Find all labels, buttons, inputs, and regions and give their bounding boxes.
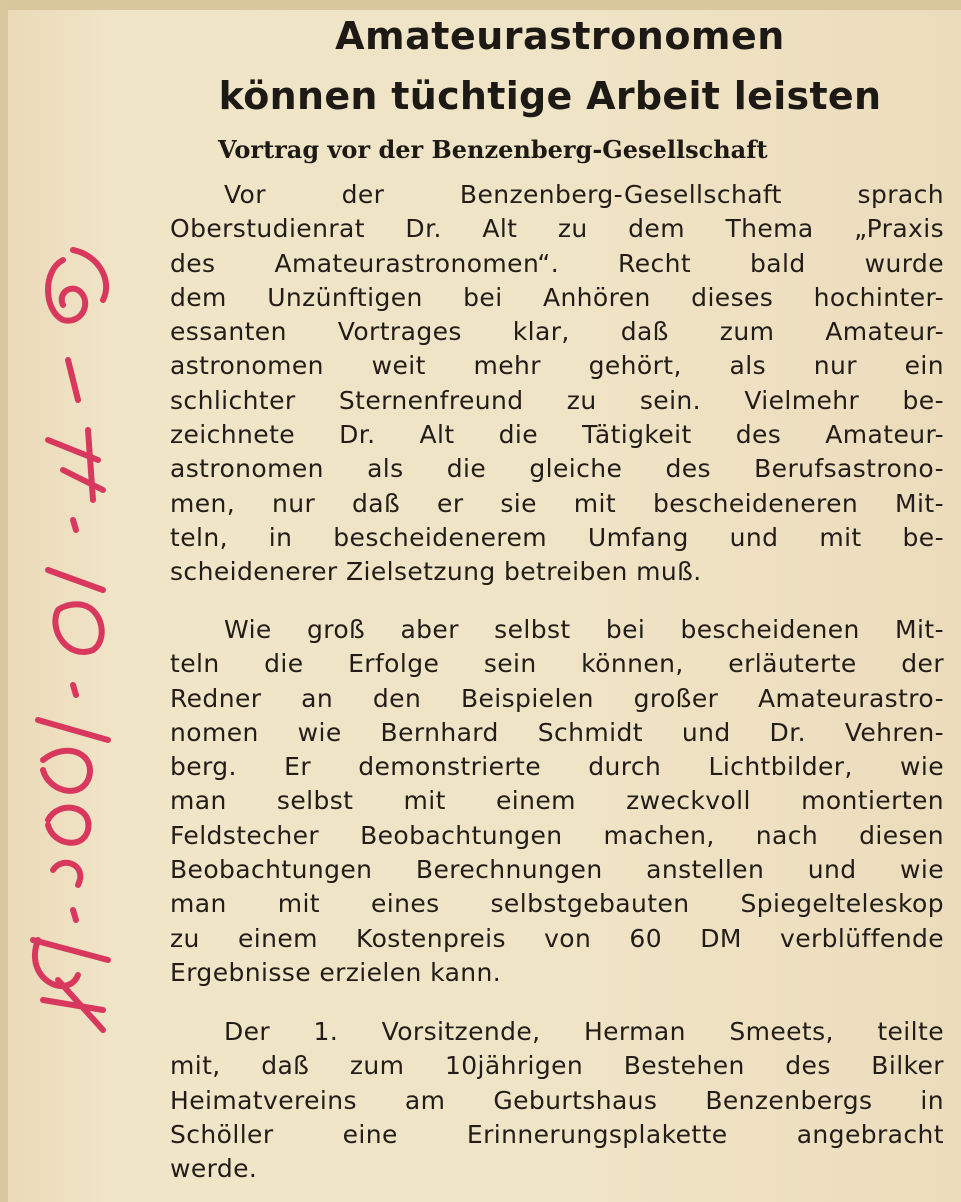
text-line: Wie groß aber selbst bei bescheidenen Mit- (224, 615, 944, 644)
article-subheadline: Vortrag vor der Benzenberg-Gesellschaft (218, 135, 768, 164)
article-headline-line1: Amateurastronomen (335, 14, 785, 58)
text-line: astronomen weit mehr gehört, als nur ein (170, 351, 944, 381)
text-line: Der 1. Vorsitzende, Herman Smeets, teilte (224, 1017, 944, 1046)
text-line: berg. Er demonstrierte durch Lichtbilder, wie (170, 752, 944, 782)
text-line: dem Unzünftigen bei Anhören dieses hochinter- (170, 282, 944, 312)
text-line: teln die Erfolge sein können, erläuterte der (170, 649, 944, 679)
text-line: werde. (170, 1154, 258, 1184)
text-line: zeichnete Dr. Alt die Tätigkeit des Amateur- (170, 420, 944, 450)
text-line: Feldstecher Beobachtungen machen, nach diesen (170, 820, 944, 850)
text-line: schlichter Sternenfreund zu sein. Vielmehr be- (170, 385, 944, 415)
text-line: essanten Vortrages klar, daß zum Amateur- (170, 317, 944, 347)
handwritten-date-note (18, 240, 118, 1040)
text-line: Heimatvereins am Geburtshaus Benzenbergs in (170, 1085, 944, 1115)
text-line: Vor der Benzenberg-Gesellschaft sprach (224, 180, 944, 209)
text-line: man selbst mit einem zweckvoll montierten (170, 786, 944, 816)
paper-left-edge (0, 0, 8, 1202)
article-paragraph-2 (170, 613, 944, 990)
text-line: Ergebnisse erzielen kann. (170, 957, 502, 987)
article-headline-line2: können tüchtige Arbeit leisten (218, 74, 882, 118)
text-line: men, nur daß er sie mit bescheideneren Mit- (170, 488, 944, 518)
text-line: des Amateurastronomen“. Recht bald wurde (170, 248, 944, 278)
text-line: teln, in bescheidenerem Umfang und mit be- (170, 522, 944, 552)
text-line: man mit eines selbstgebauten Spiegelteleskop (170, 889, 944, 919)
text-line: Oberstudienrat Dr. Alt zu dem Thema „Praxis (170, 214, 944, 244)
text-line: Beobachtungen Berechnungen anstellen und wie (170, 855, 944, 885)
text-line: mit, daß zum 10jährigen Bestehen des Bilker (170, 1051, 944, 1081)
text-line: astronomen als die gleiche des Berufsastrono- (170, 454, 944, 484)
text-line: scheidenerer Zielsetzung betreiben muß. (170, 557, 702, 587)
article-paragraph-1 (170, 178, 944, 590)
text-line: Schöller eine Erinnerungsplakette angebracht (170, 1119, 944, 1149)
text-line: Redner an den Beispielen großer Amateurastro- (170, 683, 944, 713)
paper-top-edge (0, 0, 961, 10)
article-paragraph-3 (170, 1015, 944, 1186)
text-line: nomen wie Bernhard Schmidt und Dr. Vehren- (170, 717, 944, 747)
text-line: zu einem Kostenpreis von 60 DM verblüffende (170, 923, 944, 953)
